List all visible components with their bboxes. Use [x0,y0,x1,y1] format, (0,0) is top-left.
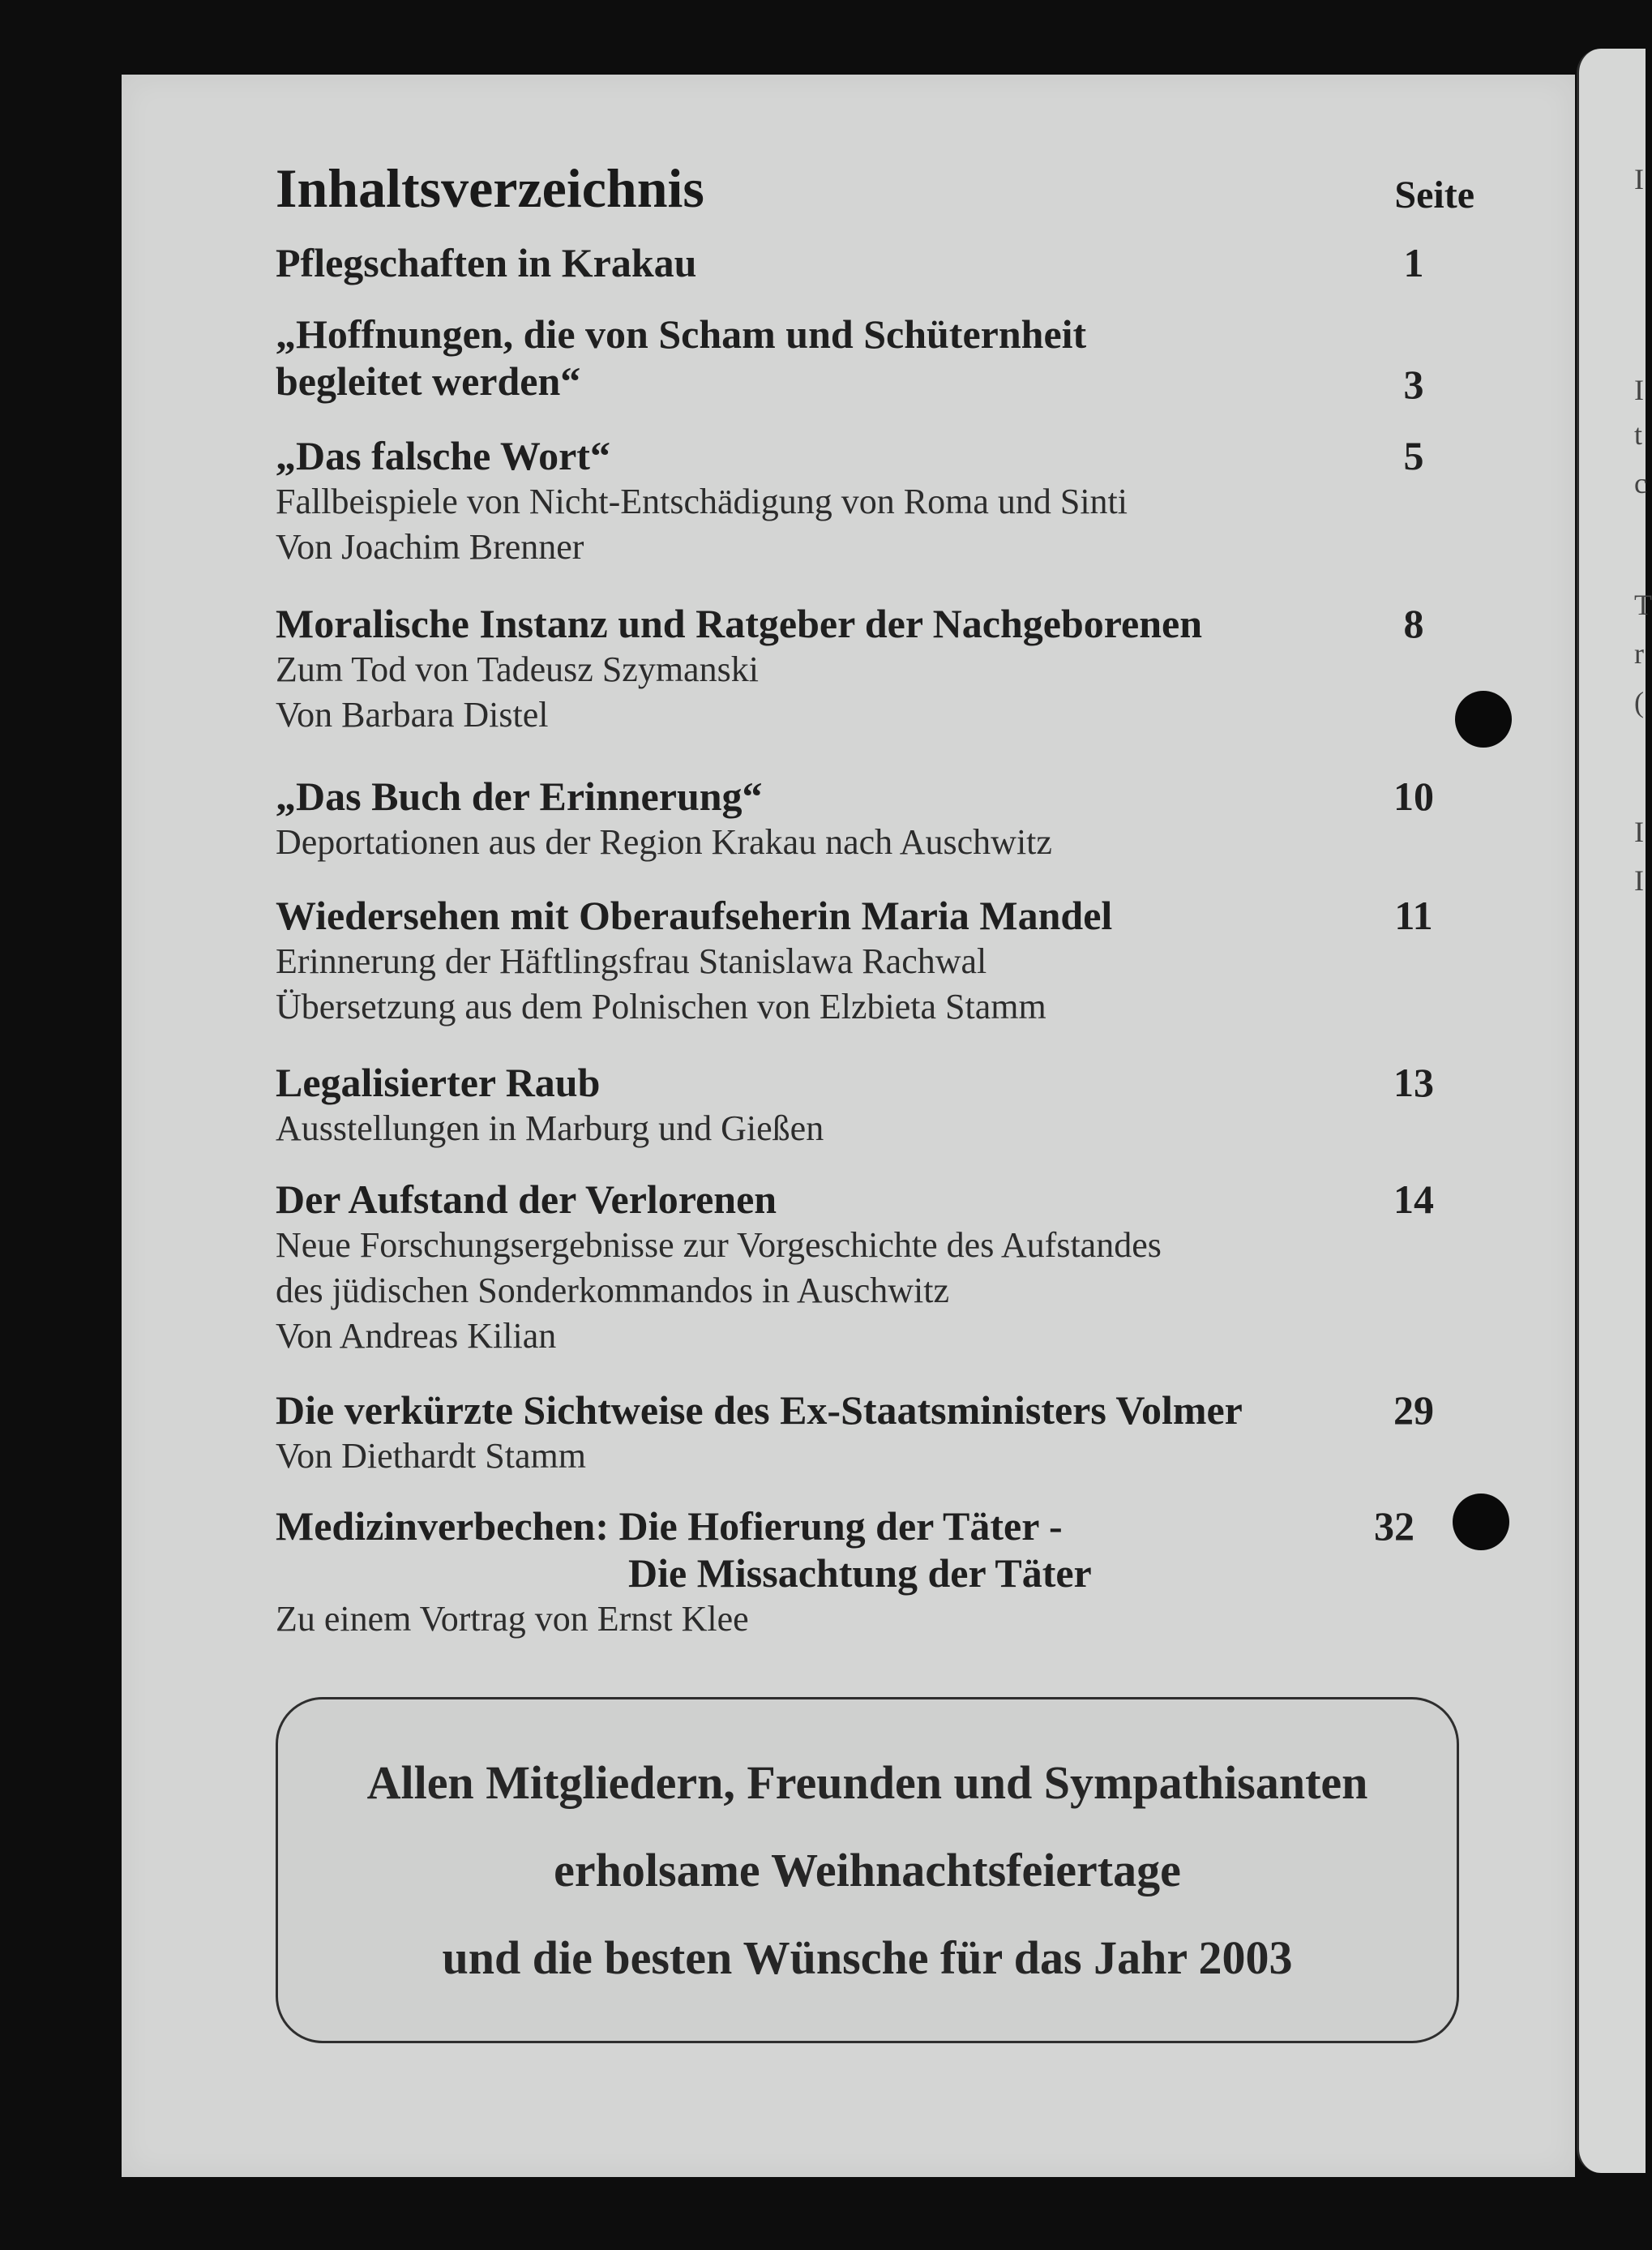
toc-title: Inhaltsverzeichnis [276,157,704,219]
greeting-line-1: Allen Mitgliedern, Freunden und Sympathisanten [366,1755,1368,1809]
entry-title: Medizinverbechen: Die Hofierung der Täter - [276,1503,1063,1549]
entry-subtitle: Deportationen aus der Region Krakau nach Auschwitz [276,822,1052,862]
toc-entry [276,1502,1475,1642]
entry-subtitle: des jüdischen Sonderkommandos in Auschwitz [276,1271,950,1310]
entry-page-number: 5 [1403,433,1424,478]
page-column-label: Seite [1394,174,1474,216]
entry-title: Der Aufstand der Verlorenen [276,1176,777,1222]
entry-page-number: 13 [1393,1060,1434,1105]
entry-page-number: 29 [1393,1387,1434,1433]
toc-entry [276,773,1475,865]
entry-page-number: 3 [1403,362,1424,407]
entry-title: Wiedersehen mit Oberaufseherin Maria Mandel [276,893,1113,938]
entry-page-number: 8 [1403,601,1424,646]
entry-page-number: 14 [1393,1176,1434,1222]
greeting-line-3: und die besten Wünsche für das Jahr 2003 [442,1931,1293,1984]
entry-title: Die verkürzte Sichtweise des Ex-Staatsministers Volmer [276,1387,1243,1433]
entry-subtitle: Zu einem Vortrag von Ernst Klee [276,1599,749,1639]
entry-author: Von Barbara Distel [276,695,549,735]
entry-page-number: 32 [1374,1503,1414,1549]
entry-subtitle: Ausstellungen in Marburg und Gießen [276,1108,824,1148]
entry-author: Von Andreas Kilian [276,1316,557,1356]
entry-title: Pflegschaften in Krakau [276,240,697,285]
toc-entry [276,1176,1475,1359]
entry-author: Von Diethardt Stamm [276,1436,586,1476]
entry-translator: Übersetzung aus dem Polnischen von Elzbieta Stamm [276,987,1046,1026]
entry-page-number: 11 [1394,893,1433,938]
toc-entry [276,311,1475,405]
toc-entry [276,1386,1475,1479]
entry-subtitle: Neue Forschungsergebnisse zur Vorgeschichte des Aufstandes [276,1225,1162,1265]
toc-entry [276,239,1475,286]
entry-subtitle: Fallbeispiele von Nicht-Entschädigung von Roma und Sinti [276,482,1128,521]
adjacent-page-edge: I I t c T r ( I I [1577,49,1646,2173]
entry-page-number: 10 [1393,774,1434,819]
toc-entry [276,1059,1475,1151]
entry-page-number: 1 [1403,240,1424,285]
toc-entry [276,600,1475,738]
toc-entry [276,892,1475,1030]
entry-title: „Hoffnungen, die von Scham und Schüternheit begleitet werden“ [276,311,1087,404]
toc-entry [276,432,1475,570]
entry-title: „Das Buch der Erinnerung“ [276,774,763,819]
entry-title-continuation: Die Missachtung der Täter [628,1550,1092,1596]
entry-subtitle: Erinnerung der Häftlingsfrau Stanislawa Rachwal [276,941,987,981]
entry-title: „Das falsche Wort“ [276,433,610,478]
entry-subtitle: Zum Tod von Tadeusz Szymanski [276,649,759,689]
entry-author: Von Joachim Brenner [276,527,584,567]
greeting-box [276,1697,1459,2043]
entry-title: Legalisierter Raub [276,1060,601,1105]
entry-title: Moralische Instanz und Ratgeber der Nachgeborenen [276,601,1203,646]
greeting-line-2: erholsame Weihnachtsfeiertage [554,1843,1181,1896]
